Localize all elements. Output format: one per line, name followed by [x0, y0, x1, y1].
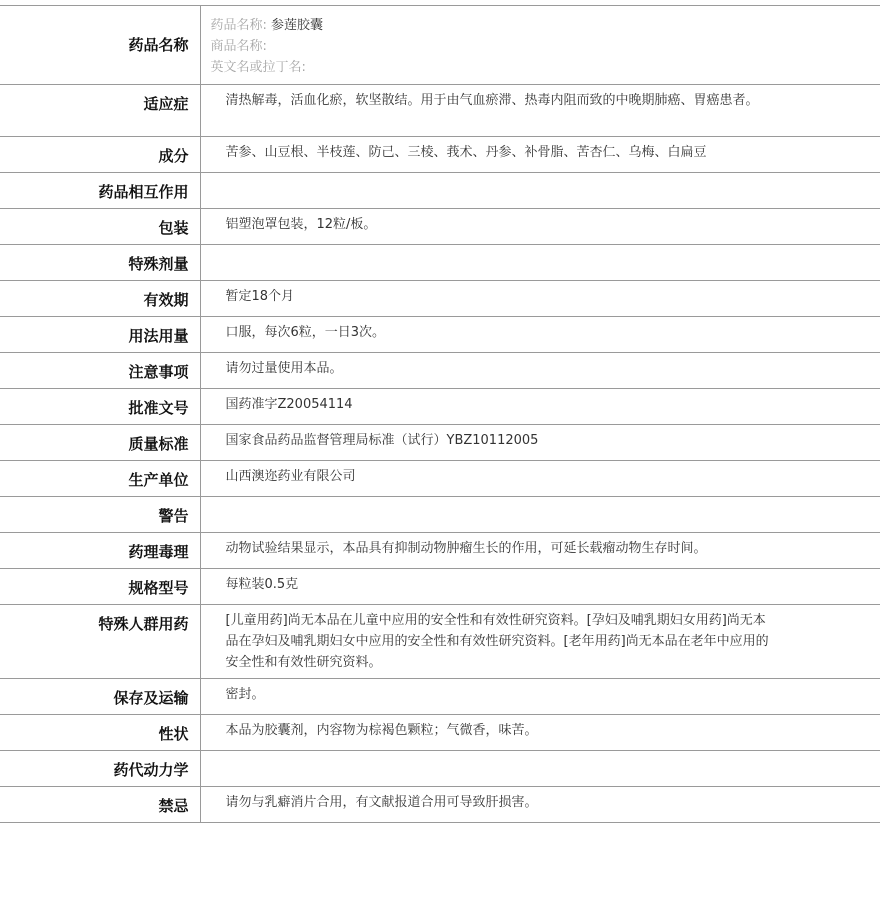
row-packaging — [0, 209, 880, 245]
row-approval-number — [0, 389, 880, 425]
generic-name — [211, 15, 873, 36]
row-value: 每粒装0.5克 — [200, 569, 880, 605]
row-label: 注意事项 — [0, 353, 200, 389]
row-ingredients — [0, 137, 880, 173]
row-special-dosage — [0, 245, 880, 281]
generic-name-value: 参莲胶囊 — [271, 18, 324, 33]
drug-spec-table — [0, 5, 880, 823]
row-label: 用法用量 — [0, 317, 200, 353]
generic-name-key: 药品名称: — [210, 18, 267, 33]
row-label: 生产单位 — [0, 461, 200, 497]
row-value: 本品为胶囊剂，内容物为棕褐色颗粒；气微香，味苦。 — [200, 715, 880, 751]
row-value: 暂定18个月 — [200, 281, 880, 317]
row-manufacturer — [0, 461, 880, 497]
row-label: 特殊人群用药 — [0, 605, 200, 679]
row-value — [200, 173, 880, 209]
row-label: 规格型号 — [0, 569, 200, 605]
row-label: 保存及运输 — [0, 679, 200, 715]
drug-name-values — [200, 6, 880, 85]
row-indications — [0, 85, 880, 137]
row-label: 有效期 — [0, 281, 200, 317]
row-shelf-life — [0, 281, 880, 317]
row-label: 药代动力学 — [0, 751, 200, 787]
row-value: 清热解毒，活血化瘀，软坚散结。用于由气血瘀滞、热毒内阻而致的中晚期肺癌、胃癌患者。 — [200, 85, 880, 137]
row-interactions — [0, 173, 880, 209]
row-label: 包装 — [0, 209, 200, 245]
english-name-key: 英文名或拉丁名: — [210, 60, 306, 75]
row-label: 药理毒理 — [0, 533, 200, 569]
row-value: 请勿与乳癖消片合用，有文献报道合用可导致肝损害。 — [200, 787, 880, 823]
drug-name-row — [0, 6, 880, 85]
row-value: 国药准字Z20054114 — [200, 389, 880, 425]
row-label: 药品相互作用 — [0, 173, 200, 209]
row-special-populations — [0, 605, 880, 679]
row-value: 动物试验结果显示，本品具有抑制动物肿瘤生长的作用，可延长载瘤动物生存时间。 — [200, 533, 880, 569]
trade-name — [211, 36, 873, 57]
row-label: 禁忌 — [0, 787, 200, 823]
row-label: 批准文号 — [0, 389, 200, 425]
row-label: 性状 — [0, 715, 200, 751]
row-value: 密封。 — [200, 679, 880, 715]
row-value: 铝塑泡罩包装，12粒/板。 — [200, 209, 880, 245]
row-value: 苦参、山豆根、半枝莲、防己、三棱、莪术、丹参、补骨脂、苦杏仁、乌梅、白扁豆 — [200, 137, 880, 173]
row-label: 特殊剂量 — [0, 245, 200, 281]
row-value: 请勿过量使用本品。 — [200, 353, 880, 389]
row-contraindications — [0, 787, 880, 823]
row-precautions — [0, 353, 880, 389]
row-value — [200, 751, 880, 787]
row-label: 适应症 — [0, 85, 200, 137]
row-value: 山西澳迩药业有限公司 — [200, 461, 880, 497]
row-label: 质量标准 — [0, 425, 200, 461]
english-name — [211, 57, 873, 78]
row-value: [儿童用药]尚无本品在儿童中应用的安全性和有效性研究资料。[孕妇及哺乳期妇女用药]尚无本品在孕妇及哺乳期妇女中应用的安全性和有效性研究资料。[老年用药]尚无本品在老年中应用的安全性和有效性研究资料。 — [200, 605, 880, 679]
row-label: 警告 — [0, 497, 200, 533]
drug-name-label: 药品名称 — [0, 6, 200, 85]
row-pharmacokinetics — [0, 751, 880, 787]
row-value: 国家食品药品监督管理局标准（试行）YBZ10112005 — [200, 425, 880, 461]
row-value — [200, 245, 880, 281]
row-quality-standard — [0, 425, 880, 461]
row-description — [0, 715, 880, 751]
row-warning — [0, 497, 880, 533]
row-pharmacology — [0, 533, 880, 569]
row-dosage — [0, 317, 880, 353]
row-specification — [0, 569, 880, 605]
row-storage — [0, 679, 880, 715]
row-label: 成分 — [0, 137, 200, 173]
row-value — [200, 497, 880, 533]
trade-name-key: 商品名称: — [210, 39, 267, 54]
row-value: 口服，每次6粒，一日3次。 — [200, 317, 880, 353]
